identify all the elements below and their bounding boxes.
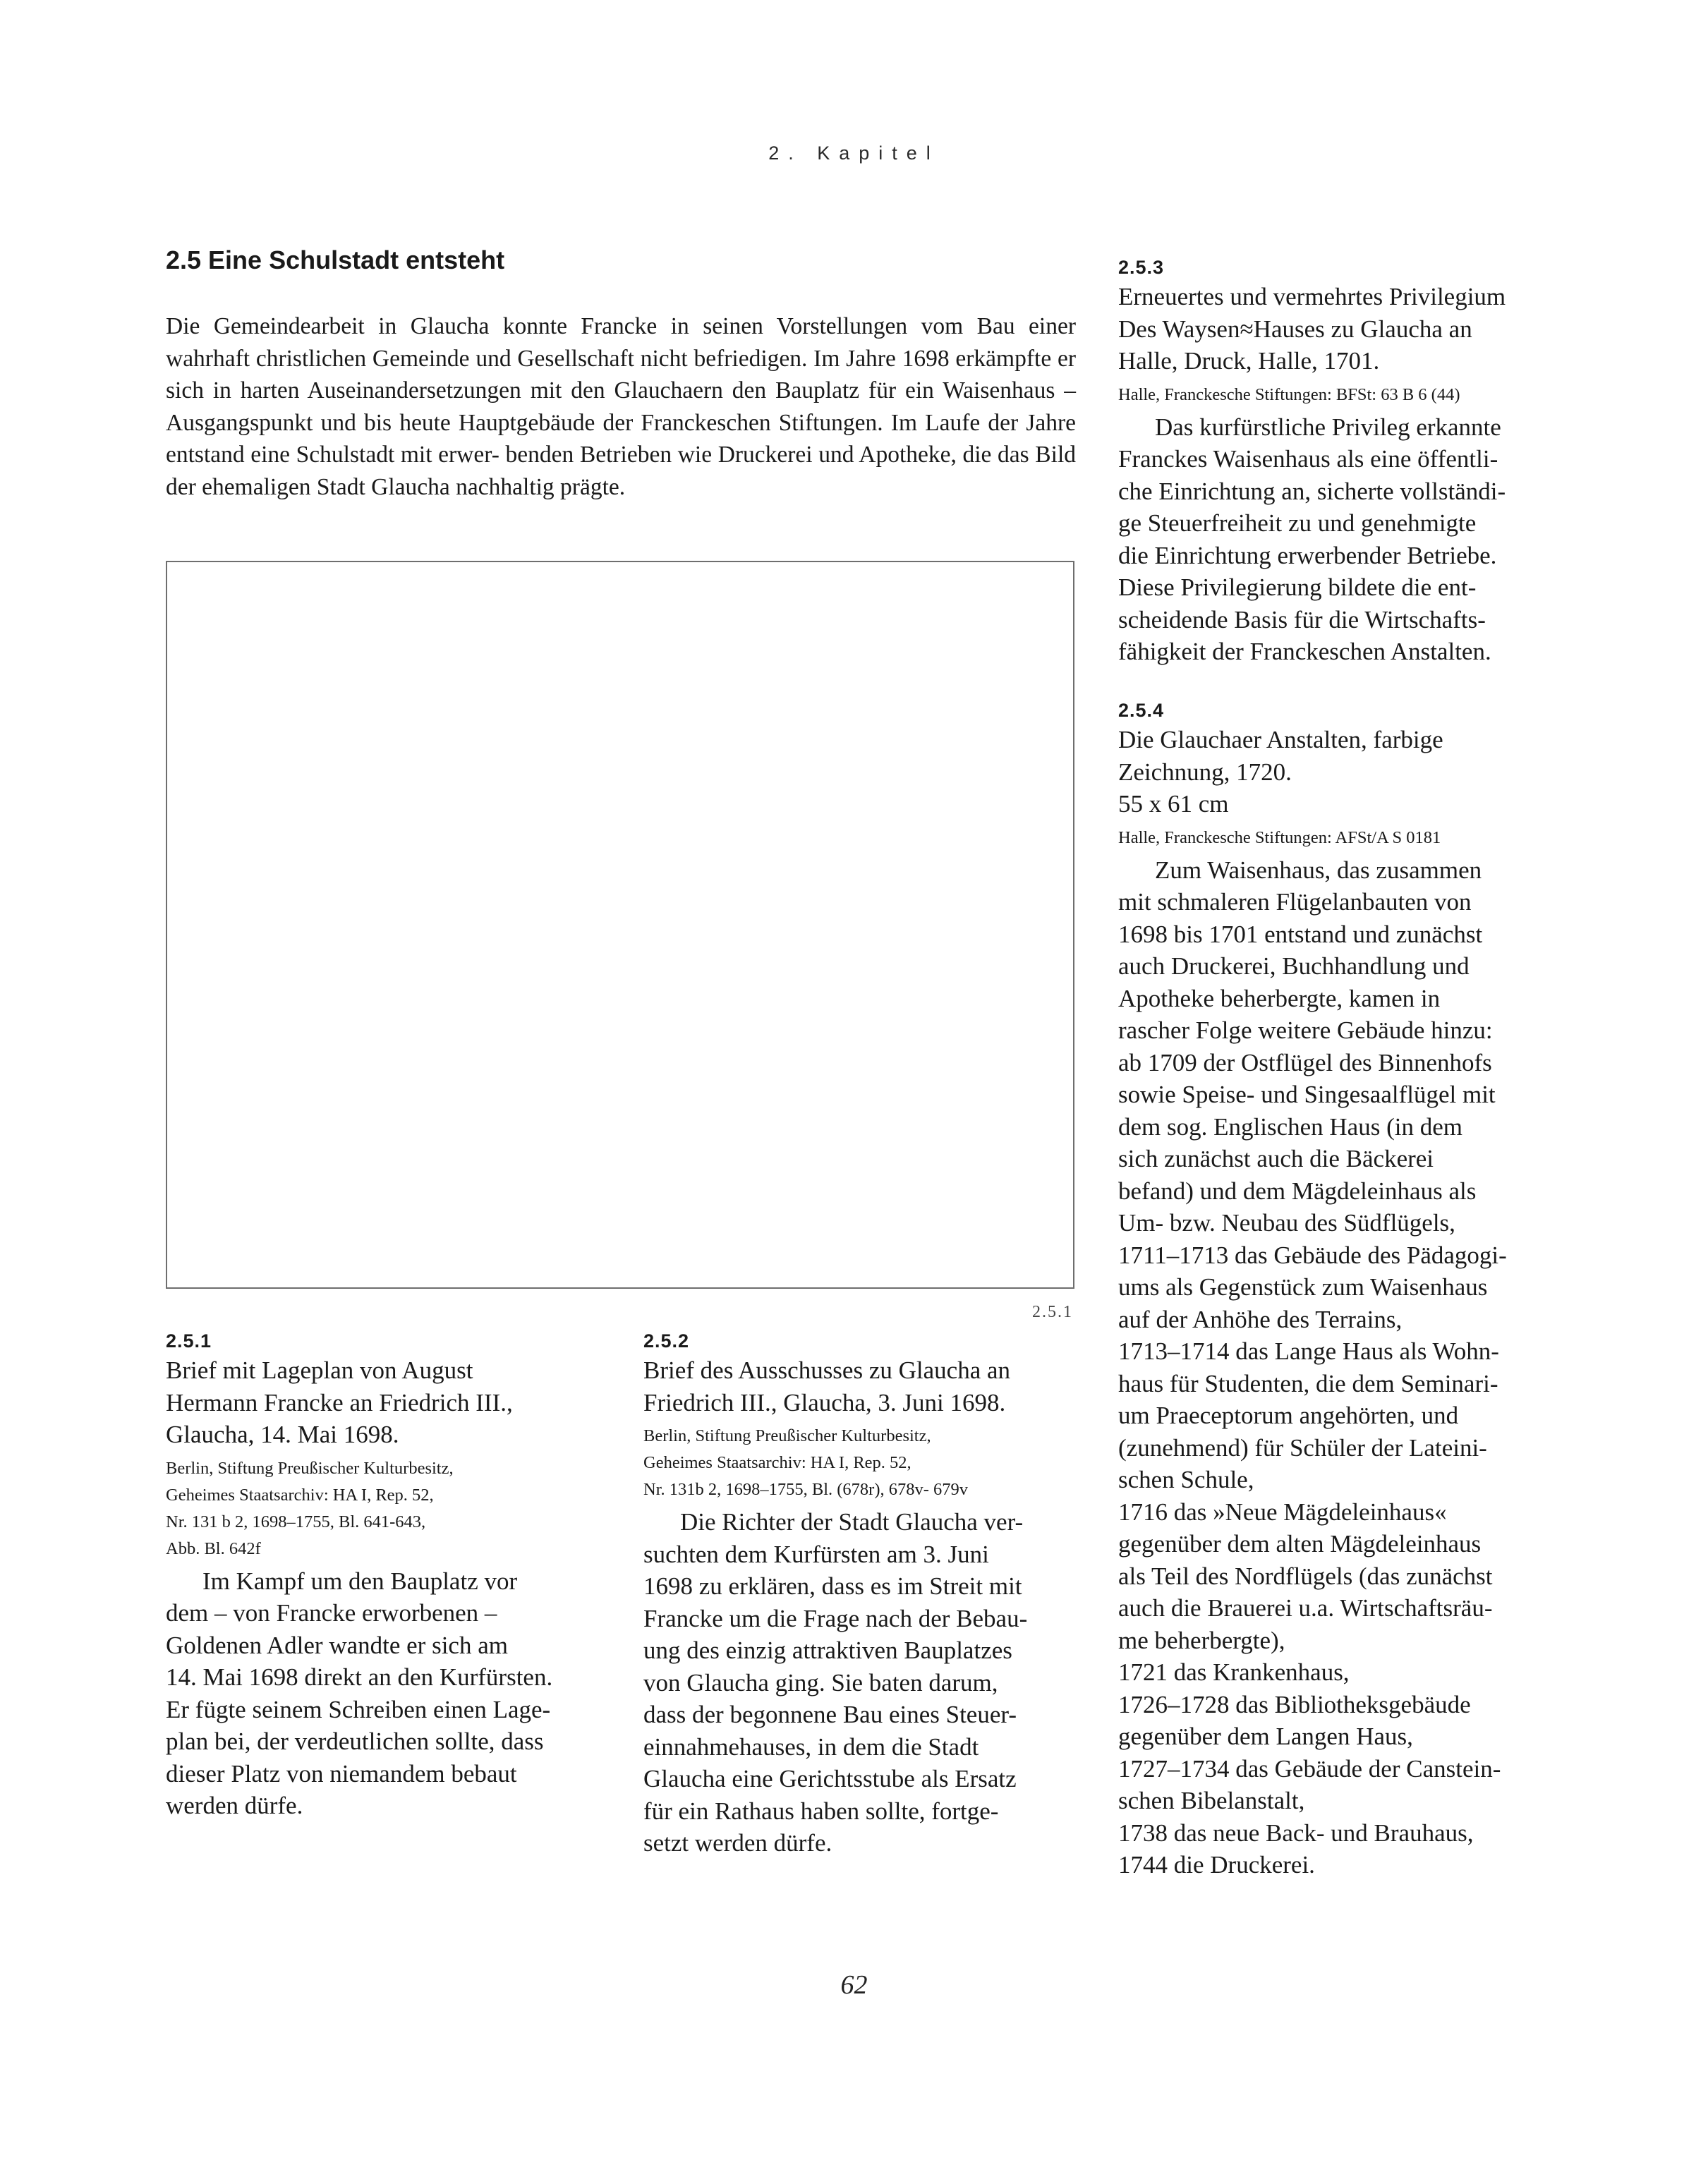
entry-title <box>166 1354 617 1451</box>
body-line: ums als Gegenstück zum Waisenhaus <box>1118 1273 1488 1301</box>
title-line: Erneuertes und vermehrtes Privilegium <box>1118 283 1506 310</box>
body-line: sich zunächst auch die Bäckerei <box>1118 1145 1434 1172</box>
intro-line: Franckeschen Stiftungen. Im Laufe der Jahre entstand eine Schulstadt mit erwer- <box>166 409 1076 468</box>
body-line: haus für Studenten, die dem Seminari- <box>1118 1369 1498 1397</box>
intro-line: einer wahrhaft christlichen Gemeinde und Gesellschaft nicht befriedigen. Im Jahre <box>166 313 1076 372</box>
title-line: Glaucha, 14. Mai 1698. <box>166 1421 399 1448</box>
body-line: 1713–1714 das Lange Haus als Wohn- <box>1118 1337 1499 1365</box>
body-line: dem – von Francke erworbenen – <box>166 1599 497 1627</box>
body-line: 1744 die Druckerei. <box>1118 1851 1315 1878</box>
entry-number: 2.5.2 <box>643 1330 690 1352</box>
source-line: Halle, Franckesche Stiftungen: AFSt/A S 0181 <box>1118 827 1441 847</box>
body-line: von Glaucha ging. Sie baten darum, <box>643 1668 998 1696</box>
body-line: mit schmaleren Flügelanbauten von <box>1118 888 1472 916</box>
body-line: Diese Privilegierung bildete die ent- <box>1118 573 1477 601</box>
catalog-entry-2-5-4 <box>1118 697 1612 1881</box>
source-line: Geheimes Staatsarchiv: HA I, Rep. 52, <box>166 1485 434 1505</box>
body-line: auf der Anhöhe des Terrains, <box>1118 1305 1403 1333</box>
figure-label: 2.5.1 <box>1032 1303 1073 1321</box>
body-line: 1726–1728 das Bibliotheksgebäude <box>1118 1690 1471 1718</box>
body-line: gegenüber dem Langen Haus, <box>1118 1723 1413 1750</box>
intro-line: Glaucha nachhaltig prägte. <box>371 473 626 500</box>
body-line: scheidende Basis für die Wirtschafts- <box>1118 605 1486 633</box>
body-line: einnahmehauses, in dem die Stadt <box>643 1732 979 1761</box>
entry-source <box>1118 382 1612 408</box>
body-line: me beherbergte), <box>1118 1626 1285 1654</box>
entry-body <box>643 1506 1095 1859</box>
source-line: Berlin, Stiftung Preußischer Kulturbesitz, <box>643 1426 931 1445</box>
figure-image-placeholder <box>166 561 1074 1289</box>
body-line: Goldenen Adler wandte er sich am <box>166 1631 508 1659</box>
body-line: auch die Brauerei u.a. Wirtschaftsräu- <box>1118 1594 1493 1622</box>
body-line: Glaucha eine Gerichtsstube als Ersatz <box>643 1765 1017 1792</box>
body-line: als Teil des Nordflügels (das zunächst <box>1118 1562 1493 1590</box>
intro-line: 1698 erkämpfte er sich in harten Auseinandersetzungen mit den Glauchaern den <box>166 345 1076 403</box>
entry-number: 2.5.3 <box>1118 257 1165 278</box>
body-line: 1698 bis 1701 entstand und zunächst <box>1118 920 1483 948</box>
title-line: Die Glauchaer Anstalten, farbige <box>1118 726 1443 753</box>
body-line: fähigkeit der Franckeschen Anstalten. <box>1118 638 1491 665</box>
body-line: für ein Rathaus haben sollte, fortge- <box>643 1797 999 1825</box>
body-line: befand) und dem Mägdeleinhaus als <box>1118 1177 1477 1205</box>
body-line: Apotheke beherbergte, kamen in <box>1118 984 1441 1012</box>
body-line: 1738 das neue Back- und Brauhaus, <box>1118 1819 1474 1847</box>
body-line: ab 1709 der Ostflügel des Binnenhofs <box>1118 1048 1492 1076</box>
entry-title <box>1118 281 1612 377</box>
body-line: suchten dem Kurfürsten am 3. Juni <box>643 1540 989 1568</box>
body-line: rascher Folge weitere Gebäude hinzu: <box>1118 1016 1493 1044</box>
entry-title <box>1118 724 1612 820</box>
body-line: die Einrichtung erwerbender Betriebe. <box>1118 541 1497 569</box>
body-line: dem sog. Englischen Haus (in dem <box>1118 1112 1462 1141</box>
entry-source <box>1118 825 1612 851</box>
body-line: che Einrichtung an, sicherte vollständi- <box>1118 477 1506 505</box>
body-line: auch Druckerei, Buchhandlung und <box>1118 952 1470 980</box>
body-line: schen Schule, <box>1118 1466 1254 1493</box>
body-line: 1698 zu erklären, dass es im Streit mit <box>643 1572 1022 1600</box>
body-line: gegenüber dem alten Mägdeleinhaus <box>1118 1530 1482 1558</box>
source-line: Abb. Bl. 642f <box>166 1538 261 1558</box>
body-line: Francke um die Frage nach der Bebau- <box>643 1604 1028 1632</box>
body-line: plan bei, der verdeutlichen sollte, dass <box>166 1728 544 1755</box>
body-line: dass der begonnene Bau eines Steuer- <box>643 1701 1017 1728</box>
body-line: 1727–1734 das Gebäude der Canstein- <box>1118 1754 1501 1783</box>
body-line: schen Bibelanstalt, <box>1118 1787 1305 1814</box>
body-line: 14. Mai 1698 direkt an den Kurfürsten. <box>166 1663 553 1691</box>
body-line: Das kurfürstliche Privileg erkannte <box>1155 413 1501 441</box>
intro-line: Bauplatz für ein Waisenhaus – Ausgangspunkt und bis heute Hauptgebäude der <box>166 377 1077 436</box>
entry-number: 2.5.4 <box>1118 700 1165 721</box>
source-line: Nr. 131 b 2, 1698–1755, Bl. 641-643, <box>166 1512 426 1531</box>
title-line: Brief mit Lageplan von August <box>166 1356 473 1384</box>
body-line: Er fügte seinem Schreiben einen Lage- <box>166 1695 551 1723</box>
running-head: 2. Kapitel <box>768 142 940 164</box>
catalog-entry-2-5-1 <box>166 1328 617 1822</box>
title-line: Halle, Druck, Halle, 1701. <box>1118 347 1380 375</box>
source-line: Halle, Franckesche Stiftungen: BFSt: 63 B 6 (44) <box>1118 384 1460 404</box>
title-line: 55 x 61 cm <box>1118 790 1229 818</box>
title-line: Des Waysen≈Hauses zu Glaucha an <box>1118 315 1472 343</box>
body-line: 1721 das Krankenhaus, <box>1118 1658 1350 1686</box>
source-line: Geheimes Staatsarchiv: HA I, Rep. 52, <box>643 1453 911 1472</box>
body-line: setzt werden dürfe. <box>643 1829 832 1857</box>
body-line: Zum Waisenhaus, das zusammen <box>1155 856 1482 884</box>
title-line: Hermann Francke an Friedrich III., <box>166 1388 513 1416</box>
title-line: Zeichnung, 1720. <box>1118 758 1292 786</box>
body-line: werden dürfe. <box>166 1792 303 1819</box>
body-line: sowie Speise- und Singesaalflügel mit <box>1118 1081 1496 1108</box>
entry-number: 2.5.1 <box>166 1330 212 1352</box>
body-line: Um- bzw. Neubau des Südflügels, <box>1118 1209 1455 1237</box>
intro-line: benden Betrieben wie Druckerei und Apotheke, die das Bild der ehemaligen Stadt <box>166 442 1077 500</box>
body-line: ge Steuerfreiheit zu und genehmigte <box>1118 509 1477 537</box>
entry-source <box>643 1423 1095 1503</box>
entry-body <box>166 1565 617 1822</box>
entry-body <box>1118 854 1612 1881</box>
body-line: Im Kampf um den Bauplatz vor <box>202 1567 518 1595</box>
section-heading: 2.5 Eine Schulstadt entsteht <box>166 245 505 274</box>
body-line: 1716 das »Neue Mägdeleinhaus« <box>1118 1498 1447 1526</box>
entry-source <box>166 1455 617 1562</box>
entry-body <box>1118 411 1612 668</box>
title-line: Friedrich III., Glaucha, 3. Juni 1698. <box>643 1388 1006 1416</box>
body-line: Die Richter der Stadt Glaucha ver- <box>680 1508 1024 1536</box>
section-intro <box>166 310 1076 503</box>
body-line: dieser Platz von niemandem bebaut <box>166 1759 517 1787</box>
source-line: Berlin, Stiftung Preußischer Kulturbesitz, <box>166 1458 454 1478</box>
source-line: Nr. 131b 2, 1698–1755, Bl. (678r), 678v- 679v <box>643 1480 969 1499</box>
catalog-entry-2-5-3 <box>1118 254 1612 668</box>
body-line: Franckes Waisenhaus als eine öffentli- <box>1118 445 1498 473</box>
body-line: 1711–1713 das Gebäude des Pädagogi- <box>1118 1241 1507 1269</box>
body-line: ung des einzig attraktiven Bauplatzes <box>643 1637 1012 1664</box>
intro-line: Die Gemeindearbeit in Glaucha konnte Francke in seinen Vorstellungen vom Bau <box>166 313 1015 339</box>
body-line: um Praeceptorum angehörten, und <box>1118 1402 1459 1429</box>
entry-title <box>643 1354 1095 1419</box>
page-number: 62 <box>840 1970 868 2000</box>
title-line: Brief des Ausschusses zu Glaucha an <box>643 1356 1011 1384</box>
body-line: (zunehmend) für Schüler der Lateini- <box>1118 1433 1487 1462</box>
catalog-entry-2-5-2 <box>643 1328 1095 1859</box>
